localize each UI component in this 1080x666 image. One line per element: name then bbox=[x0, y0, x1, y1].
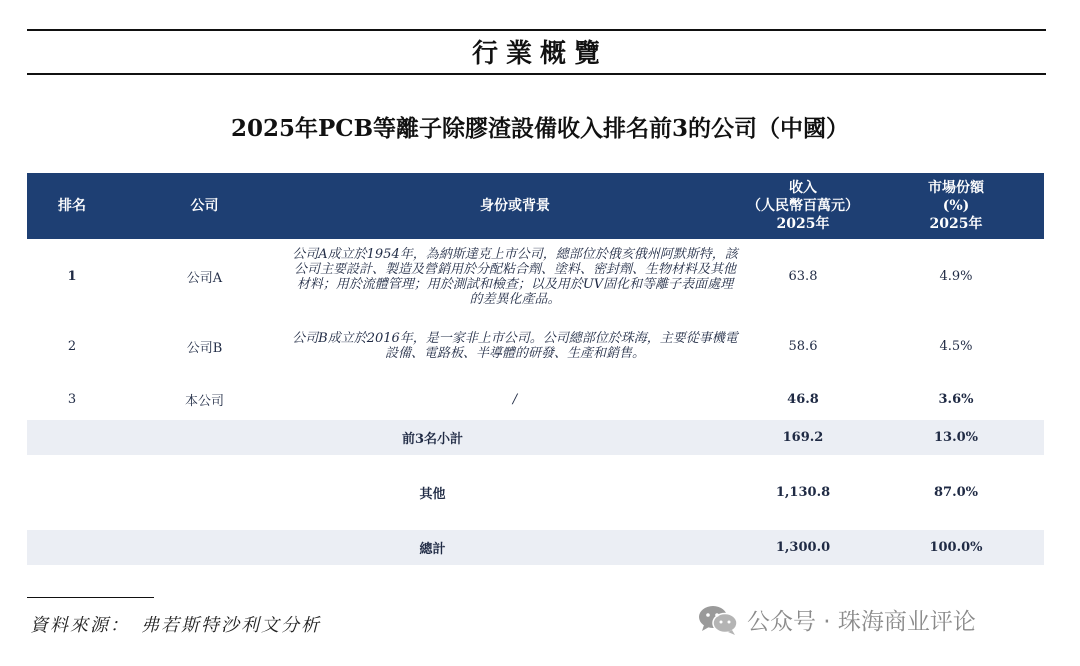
col-header-revenue-line2: （人民幣百萬元） bbox=[747, 198, 859, 214]
wechat-icon bbox=[697, 604, 739, 636]
table-row bbox=[27, 378, 1044, 420]
col-header-revenue bbox=[738, 173, 868, 239]
source-note: 資料來源： 弗若斯特沙利文分析 bbox=[30, 615, 321, 636]
background-cell: 公司A成立於1954年，為納斯達克上市公司，總部位於俄亥俄州阿默斯特，該公司主要設計、製造及營銷用於分配粘合劑、塗料、密封劑、生物材料及其他材料；用於流體管理；用於測試和檢查；以及用於UV固化和等離子表面處理的差異化產品。 bbox=[292, 246, 738, 307]
source-divider bbox=[27, 597, 154, 598]
total-label: 總計 bbox=[27, 530, 738, 565]
subtotal-row bbox=[27, 420, 1044, 455]
others-revenue: 1,130.8 bbox=[775, 485, 831, 500]
watermark-text: 公众号 · 珠海商业评论 bbox=[747, 609, 976, 635]
top-rule bbox=[27, 29, 1046, 31]
col-header-revenue-line1: 收入 bbox=[789, 180, 817, 196]
rank-cell: 3 bbox=[67, 391, 77, 407]
rank-cell: 2 bbox=[67, 338, 77, 354]
subtotal-share: 13.0% bbox=[868, 420, 1044, 455]
subtotal-label: 前3名小計 bbox=[27, 420, 738, 455]
col-header-background: 身份或背景 bbox=[292, 173, 738, 239]
company-cell: 公司B bbox=[186, 340, 223, 356]
col-header-company: 公司 bbox=[117, 173, 292, 239]
table-header-row bbox=[27, 173, 1044, 239]
total-share: 100.0% bbox=[868, 530, 1044, 565]
company-cell: 本公司 bbox=[184, 393, 224, 409]
table-row bbox=[27, 314, 1044, 378]
col-header-revenue-line3: 2025年 bbox=[776, 216, 830, 232]
spacer-row bbox=[27, 510, 1044, 530]
revenue-cell: 46.8 bbox=[787, 391, 819, 407]
revenue-cell: 63.8 bbox=[788, 269, 818, 284]
others-row bbox=[27, 475, 1044, 510]
total-row bbox=[27, 530, 1044, 565]
title-underline bbox=[27, 73, 1046, 75]
section-title: 行業概覽 bbox=[471, 39, 608, 69]
col-header-share-line1: 市場份額 bbox=[928, 180, 984, 196]
ranking-table bbox=[27, 173, 1044, 565]
background-cell: 公司B成立於2016年，是一家非上市公司。公司總部位於珠海，主要從事機電設備、電路板、半導體的研發、生產和銷售。 bbox=[292, 331, 738, 361]
company-cell: 公司A bbox=[186, 271, 223, 286]
subtotal-revenue: 169.2 bbox=[738, 420, 868, 455]
revenue-cell: 58.6 bbox=[788, 338, 818, 354]
share-cell: 4.9% bbox=[939, 269, 973, 284]
table-title: 2025年PCB等離子除膠渣設備收入排名前3的公司（中國） bbox=[230, 115, 850, 142]
col-header-share-line2: (%) bbox=[942, 198, 970, 214]
others-label: 其他 bbox=[419, 487, 446, 502]
total-revenue: 1,300.0 bbox=[738, 530, 868, 565]
background-cell: / bbox=[512, 391, 518, 407]
col-header-share-line3: 2025年 bbox=[929, 216, 983, 232]
rank-cell: 1 bbox=[67, 269, 77, 284]
share-cell: 3.6% bbox=[938, 391, 974, 407]
share-cell: 4.5% bbox=[939, 338, 973, 354]
watermark bbox=[697, 603, 976, 636]
table-row bbox=[27, 239, 1044, 314]
col-header-share bbox=[868, 173, 1044, 239]
col-header-rank: 排名 bbox=[27, 173, 117, 239]
spacer-row bbox=[27, 455, 1044, 475]
others-share: 87.0% bbox=[933, 485, 978, 500]
